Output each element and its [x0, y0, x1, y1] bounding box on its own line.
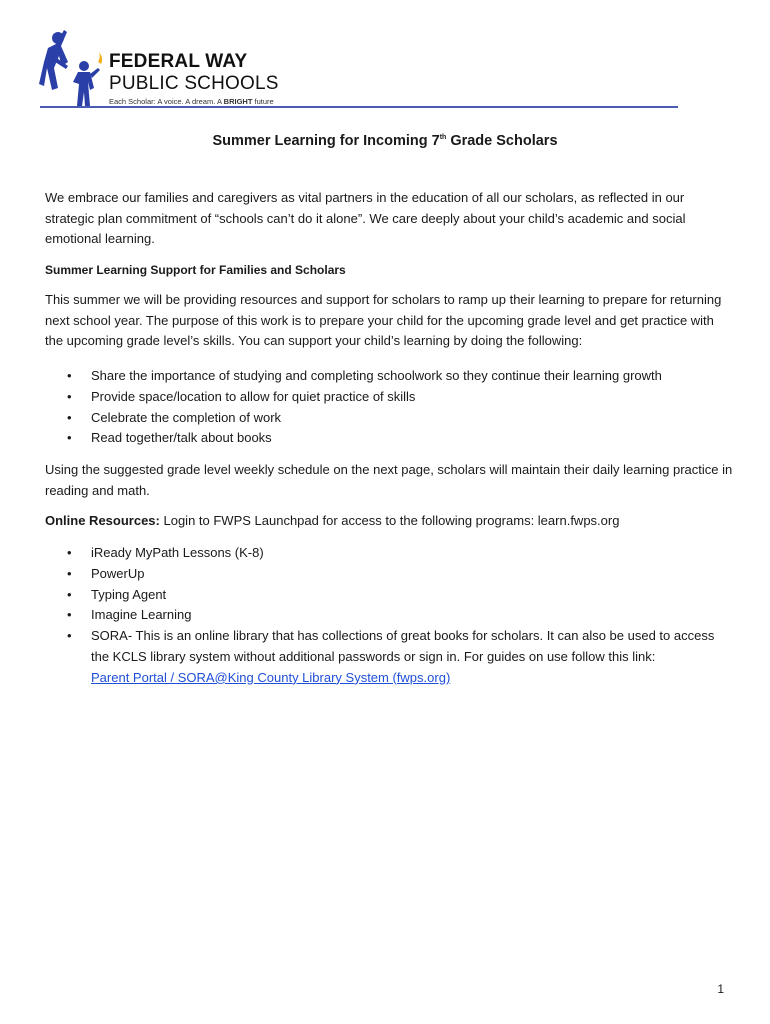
list-item: • Read together/talk about books	[45, 428, 735, 449]
online-resources-paragraph: Online Resources: Login to FWPS Launchpad for access to the following programs: learn.fwps.org	[45, 513, 620, 528]
online-resources-label: Online Resources:	[45, 513, 160, 528]
bullet-icon: •	[67, 628, 72, 644]
bullet-icon: •	[67, 586, 72, 602]
list-item: • iReady MyPath Lessons (K-8)	[45, 543, 735, 564]
intro-paragraph: We embrace our families and caregivers as vital partners in the education of all our scholars, as reflected in our strategic plan commitment of “schools can’t do it alone”. We care deeply about your child’s academic and social emotional learning.	[45, 190, 686, 246]
weekly-schedule-paragraph: Using the suggested grade level weekly schedule on the next page, scholars will maintain their daily learning practice in reading and math.	[45, 462, 733, 498]
list-item: • Celebrate the completion of work	[45, 408, 735, 429]
bullet-icon: •	[67, 368, 72, 383]
bullet-icon: •	[67, 388, 72, 404]
list-item: • Provide space/location to allow for quiet practice of skills	[45, 387, 735, 408]
list-item: • Imagine Learning	[45, 605, 735, 626]
page-number: 1	[717, 982, 724, 996]
list-item: • PowerUp	[45, 564, 735, 585]
list-item: • Typing Agent	[45, 585, 735, 606]
bullet-icon: •	[67, 430, 72, 446]
org-name-line1: FEDERAL WAY	[109, 51, 248, 72]
bullet-icon: •	[67, 409, 72, 425]
bullet-icon: •	[67, 565, 72, 581]
bullet-icon: •	[67, 545, 72, 560]
bullet-icon: •	[67, 607, 72, 623]
list-item: • SORA- This is an online library that has collections of great books for scholars. It can also be used to access the KCLS library system without additional passwords or sign in. For guides on use follow this link: Parent Portal / SORA@King County Library System (fwps.org)	[67, 628, 715, 685]
support-list	[45, 366, 735, 449]
summer-paragraph: This summer we will be providing resources and support for scholars to ramp up their learning to prepare for returning next school year. The purpose of this work is to prepare your child for the upcoming grade level and get practice with the upcoming grade level’s skills. You can support your child’s learning by doing the following:	[45, 292, 722, 348]
document-title: Summer Learning for Incoming 7th Grade Scholars	[212, 133, 558, 149]
support-heading: Summer Learning Support for Families and Scholars	[45, 263, 346, 277]
sora-link[interactable]: Parent Portal / SORA@King County Library System (fwps.org)	[91, 669, 451, 685]
programs-list	[45, 543, 735, 689]
district-logo-icon	[38, 26, 104, 112]
org-tagline: Each Scholar: A voice. A dream. A BRIGHT future	[109, 97, 274, 106]
header-divider	[40, 106, 678, 108]
list-item: • Share the importance of studying and completing schoolwork so they continue their learning growth	[45, 366, 735, 387]
org-name-line2: PUBLIC SCHOOLS	[109, 73, 279, 94]
